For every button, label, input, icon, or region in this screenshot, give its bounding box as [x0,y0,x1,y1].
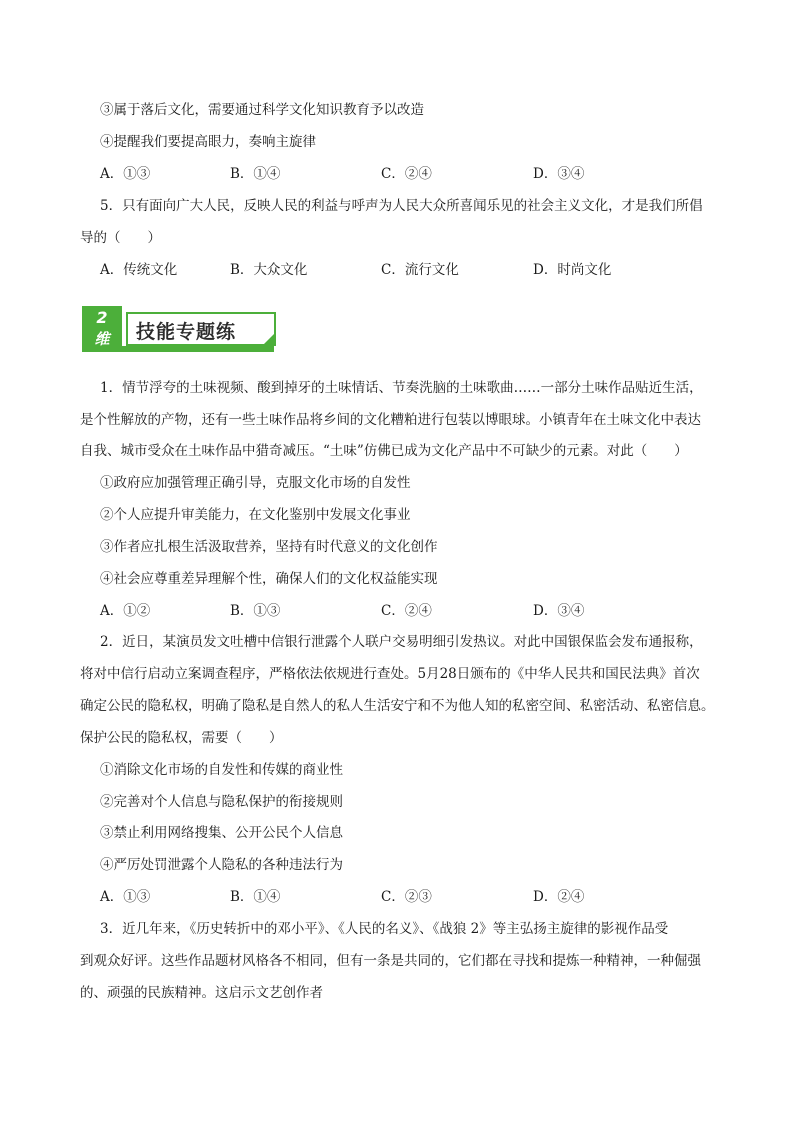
s2-option-2: ②完善对个人信息与隐私保护的衔接规则 [100,794,343,810]
choice-b: B．①③ [230,603,281,619]
choice-b: B．大众文化 [230,262,308,278]
banner-underline [122,346,274,352]
choice-a: A．传统文化 [100,262,178,278]
s2-option-4: ④严厉处罚泄露个人隐私的各种违法行为 [100,857,343,873]
s2-option-1: ①消除文化市场的自发性和传媒的商业性 [100,762,343,778]
option-4: ④提醒我们要提高眼力，奏响主旋律 [100,134,316,150]
option-3: ③属于落后文化，需要通过科学文化知识教育予以改造 [100,102,424,118]
s1-option-4: ④社会应尊重差异理解个性，确保人们的文化权益能实现 [100,571,438,587]
s1-stem-line-2: 是个性解放的产物，还有一些土味作品将乡间的文化糟粕进行包装以博眼球。小镇青年在土味文化中表达 [80,412,701,428]
choice-c: C．②④ [381,603,432,619]
s2-stem-line-1: 2．近日，某演员发文吐槽中信银行泄露个人联户交易明细引发热议。对此中国银保监会发布通报称， [100,634,703,650]
choice-c: C．流行文化 [381,262,459,278]
s2-option-3: ③禁止利用网络搜集、公开公民个人信息 [100,825,343,841]
s3-stem-line-3: 的、顽强的民族精神。这启示文艺创作者 [80,985,323,1001]
choice-c: C．②④ [381,166,432,182]
choice-d: D．②④ [533,889,585,905]
s2-stem-line-3: 确定公民的隐私权，明确了隐私是自然人的私人生活安宁和不为他人知的私密空间、私密活动、私密信息。 [80,698,715,714]
choice-b: B．①④ [230,889,281,905]
section-number-box [82,306,122,352]
section-banner [82,306,282,354]
s1-option-3: ③作者应扎根生活汲取营养，坚持有时代意义的文化创作 [100,539,438,555]
s3-stem-line-1: 3．近几年来，《历史转折中的邓小平》、《人民的名义》、《战狼 2》等主弘扬主旋律的影视作品受 [100,921,669,937]
section-number: 2 [96,308,108,327]
section-title-box [126,312,276,346]
s2-stem-line-4: 保护公民的隐私权，需要（ ） [80,730,283,746]
choice-a: A．①③ [100,889,151,905]
question-5-line-1: 5．只有面向广大人民，反映人民的利益与呼声为人民大众所喜闻乐见的社会主义文化，才是我们所倡 [100,198,703,214]
choice-d: D．时尚文化 [533,262,612,278]
banner-corner [264,334,274,344]
s1-option-1: ①政府应加强管理正确引导，克服文化市场的自发性 [100,475,411,491]
s2-stem-line-2: 将对中信行启动立案调查程序，严格依法依规进行查处。5月28日颁布的《中华人民共和国民法典》首次 [80,666,700,682]
s1-stem-line-3: 自我、城市受众在土味作品中猎奇减压。“土味”仿佛已成为文化产品中不可缺少的元素。对此（ ） [80,443,688,459]
section-title: 技能专题练 [136,321,237,343]
choice-a: A．①③ [100,166,151,182]
s1-stem-line-1: 1．情节浮夸的土味视频、酸到掉牙的土味情话、节奏洗脑的土味歌曲……一部分土味作品贴近生活， [100,380,703,396]
s1-option-2: ②个人应提升审美能力，在文化鉴别中发展文化事业 [100,507,411,523]
question-5-line-2: 导的（ ） [80,230,161,246]
section-number-suffix: 维 [94,330,110,348]
s3-stem-line-2: 到观众好评。这些作品题材风格各不相同，但有一条是共同的，它们都在寻找和提炼一种精神，一种倔强 [80,953,701,969]
choice-b: B．①④ [230,166,281,182]
choice-a: A．①② [100,603,151,619]
choice-d: D．③④ [533,603,585,619]
choice-d: D．③④ [533,166,585,182]
choice-c: C．②③ [381,889,432,905]
